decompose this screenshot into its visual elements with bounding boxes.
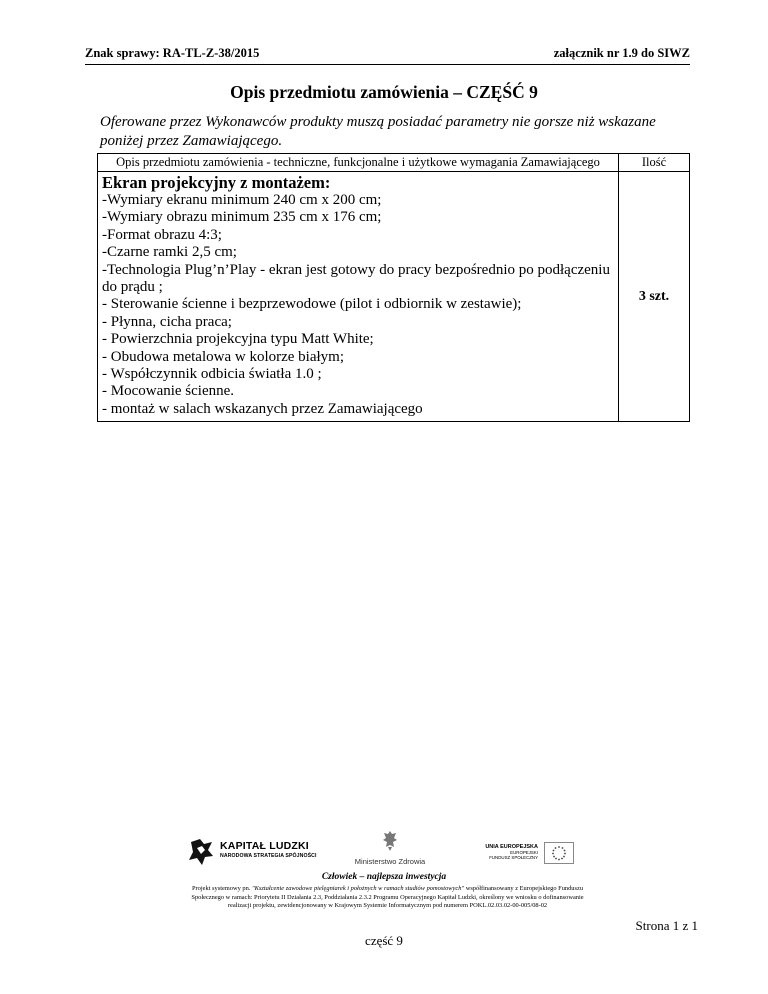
kapital-ludzki-subtitle: NARODOWA STRATEGIA SPÓJNOŚCI (220, 853, 317, 859)
project-note (185, 885, 590, 911)
page-title: Opis przedmiotu zamówienia – CZĘŚĆ 9 (230, 82, 538, 102)
eu-logo-text (470, 844, 538, 860)
project-description: współfinansowany z Europejskiego Funduszu Społecznego w ramach: Priorytetu II Działania 2.3, Poddziałania 2.3.2 Programu Operacyjnego Kapitał Ludzki, określony we wniosku o dofinansowanie realizacji projektu, zewidencjonowany w Krajowym Systemie Informatycznym pod numerem POKL.02.03.02-00-005/08-02 (191, 885, 584, 910)
kapital-ludzki-mark-icon (188, 838, 214, 866)
part-label: część 9 (365, 933, 403, 948)
project-prefix: Projekt systemowy pn. (191, 885, 251, 892)
spec-line: - Sterowanie ścienne i bezprzewodowe (pilot i odbiornik w zestawie); (102, 296, 522, 313)
spec-line: -Format obrazu 4:3; (102, 226, 222, 243)
spec-line: -Czarne ramki 2,5 cm; (102, 244, 237, 261)
project-title: "Kształcenie zawodowe pielęgniarek i położnych w ramach studiów pomostowych" (251, 885, 465, 892)
spec-line: - Współczynnik odbicia światła 1.0 ; (102, 366, 322, 383)
table-row (98, 172, 690, 422)
spec-line: - Obudowa metalowa w kolorze białym; (102, 348, 345, 365)
case-reference: Znak sprawy: RA-TL-Z-38/2015 (85, 46, 260, 60)
spec-line: - Płynna, cicha praca; (102, 313, 232, 330)
spec-line: -Technologia Plug’n’Play - ekran jest gotowy do pracy bezpośrednio po podłączeniu do prądu ; (102, 261, 610, 296)
eu-flag-icon (544, 842, 574, 864)
header-description: Opis przedmiotu zamówienia - techniczne, funkcjonalne i użytkowe wymagania Zamawiającego (98, 154, 619, 172)
slogan: Człowiek – najlepsza inwestycja (321, 872, 447, 882)
funding-logos (180, 830, 580, 870)
spec-line: -Wymiary obrazu minimum 235 cm x 176 cm; (102, 209, 382, 226)
header-quantity: Ilość (619, 154, 690, 172)
spec-line: - Powierzchnia projekcyjna typu Matt White; (102, 331, 374, 348)
item-quantity: 3 szt. (619, 172, 690, 422)
attachment-number: załącznik nr 1.9 do SIWZ (553, 46, 690, 60)
eu-line-1: UNIA EUROPEJSKA (485, 844, 538, 850)
intro-text: Oferowane przez Wykonawców produkty muszą posiadać parametry nie gorsze niż wskazane poniżej przez Zamawiającego. (100, 114, 656, 149)
item-name: Ekran projekcyjny z montażem: (102, 173, 331, 192)
page-number: Strona 1 z 1 (635, 918, 698, 933)
eu-line-2: EUROPEJSKI (510, 850, 538, 855)
eagle-emblem-icon (382, 830, 398, 852)
specification-table (97, 153, 690, 422)
kapital-ludzki-logo (188, 838, 358, 866)
kapital-ludzki-title: KAPITAŁ LUDZKI (220, 840, 309, 852)
eu-line-3: FUNDUSZ SPOŁECZNY (489, 855, 538, 860)
spec-line: - montaż w salach wskazanych przez Zamawiającego (102, 400, 423, 417)
eu-social-fund-logo (470, 844, 580, 866)
ministry-of-health-logo (345, 830, 435, 870)
ministry-name: Ministerstwo Zdrowia (354, 857, 426, 866)
spec-line: -Wymiary ekranu minimum 240 cm x 200 cm; (102, 192, 382, 208)
table-header-row (98, 154, 690, 172)
document-header (85, 44, 690, 65)
item-description (98, 172, 619, 422)
spec-line: - Mocowanie ścienne. (102, 383, 235, 400)
